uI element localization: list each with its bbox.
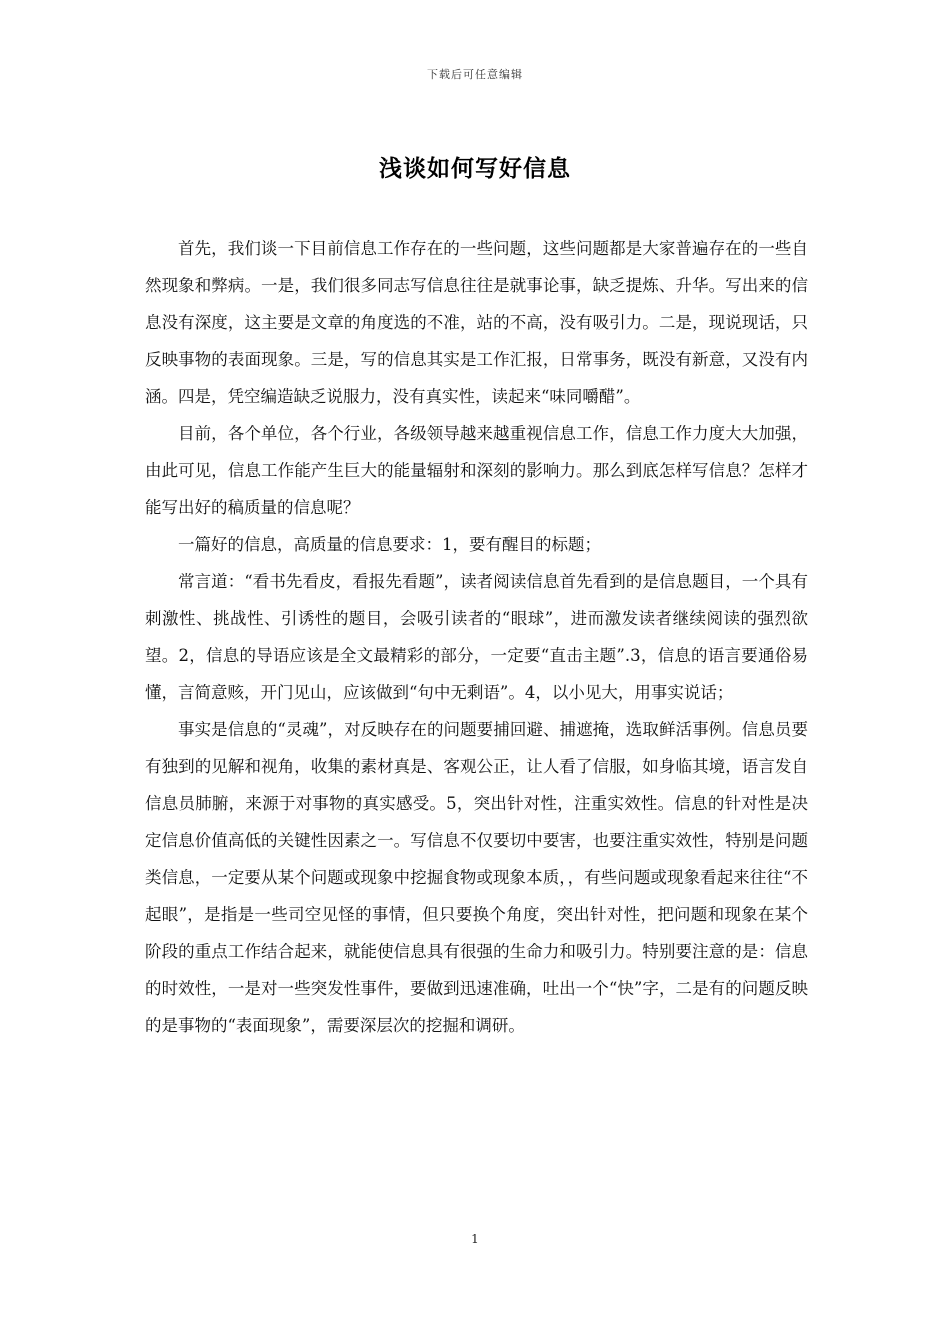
paragraph: 首先，我们谈一下目前信息工作存在的一些问题，这些问题都是大家普遍存在的一些自然现象和弊病。一是，我们很多同志写信息往往是就事论事，缺乏提炼、升华。写出来的信息没有深度，这主要是文章的角度选的不准，站的不高，没有吸引力。二是，现说现话，只反映事物的表面现象。三是，写的信息其实是工作汇报，日常事务，既没有新意，又没有内涵。四是，凭空编造缺乏说服力，没有真实性，读起来“味同嚼醋”。 [145,239,808,406]
paragraph: 事实是信息的“灵魂”，对反映存在的问题要捕回避、捕遮掩，选取鲜活事例。信息员要有独到的见解和视角，收集的素材真是、客观公正，让人看了信服，如身临其境，语言发自信息员肺腑，来源于对事物的真实感受。5，突出针对性，注重实效性。信息的针对性是决定信息价值高低的关键性因素之一。写信息不仅要切中要害，也要注重实效性，特别是问题类信息，一定要从某个问题或现象中挖掘食物或现象本质，，有些问题或现象看起来往往“不起眼”，是指是一些司空见怪的事情，但只要换个角度，突出针对性，把问题和现象在某个阶段的重点工作结合起来，就能使信息具有很强的生命力和吸引力。特别要注意的是：信息的时效性，一是对一些突发性事件，要做到迅速准确，吐出一个“快”字，二是有的问题反映的是事物的“表面现象”，需要深层次的挖掘和调研。 [145,720,808,1035]
paragraph: 常言道：“看书先看皮，看报先看题”，读者阅读信息首先看到的是信息题目，一个具有刺激性、挑战性、引诱性的题目，会吸引读者的“眼球”，进而激发读者继续阅读的强烈欲望。2，信息的导语应该是全文最精彩的部分，一定要“直击主题”.3，信息的语言要通俗易懂，言简意赅，开门见山，应该做到“句中无剩语”。4，以小见大，用事实说话； [145,572,808,702]
document-title: 浅谈如何写好信息 [379,155,571,182]
page-number: 1 [471,1232,479,1246]
paragraph: 目前，各个单位，各个行业，各级领导越来越重视信息工作，信息工作力度大大加强，由此可见，信息工作能产生巨大的能量辐射和深刻的影响力。那么到底怎样写信息？怎样才能写出好的稿质量的信息呢？ [145,424,808,517]
header-note: 下载后可任意编辑 [427,68,523,81]
paragraph: 一篇好的信息，高质量的信息要求：1，要有醒目的标题； [178,535,601,554]
document-body [145,230,808,1044]
